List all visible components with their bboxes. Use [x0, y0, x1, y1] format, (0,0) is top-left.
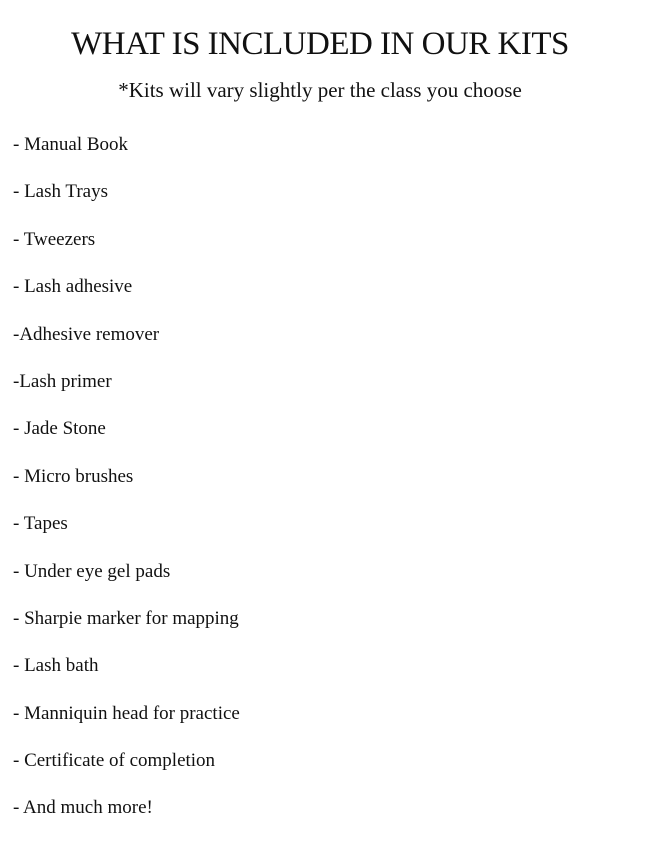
subtitle-note: *Kits will vary slightly per the class you choose — [118, 78, 522, 102]
list-item: - Lash adhesive — [13, 276, 133, 298]
list-item: - Manual Book — [13, 134, 129, 155]
list-item: -Lash primer — [13, 370, 112, 392]
list-item: - Micro brushes — [13, 465, 134, 487]
kit-items-list — [13, 130, 240, 841]
list-item: - Under eye gel pads — [13, 560, 171, 582]
list-item: - Tapes — [13, 513, 68, 535]
list-item: - Sharpie marker for mapping — [13, 607, 239, 629]
list-item: - And much more! — [13, 797, 153, 819]
list-item: - Manniquin head for practice — [13, 702, 240, 724]
list-item: - Lash Trays — [13, 181, 109, 203]
list-item: - Jade Stone — [13, 418, 106, 440]
list-item: - Tweezers — [13, 228, 96, 250]
list-item: - Lash bath — [13, 655, 99, 677]
list-item: - Certificate of completion — [13, 750, 216, 772]
list-item: -Adhesive remover — [13, 323, 160, 345]
page-title: WHAT IS INCLUDED IN OUR KITS — [71, 26, 569, 62]
